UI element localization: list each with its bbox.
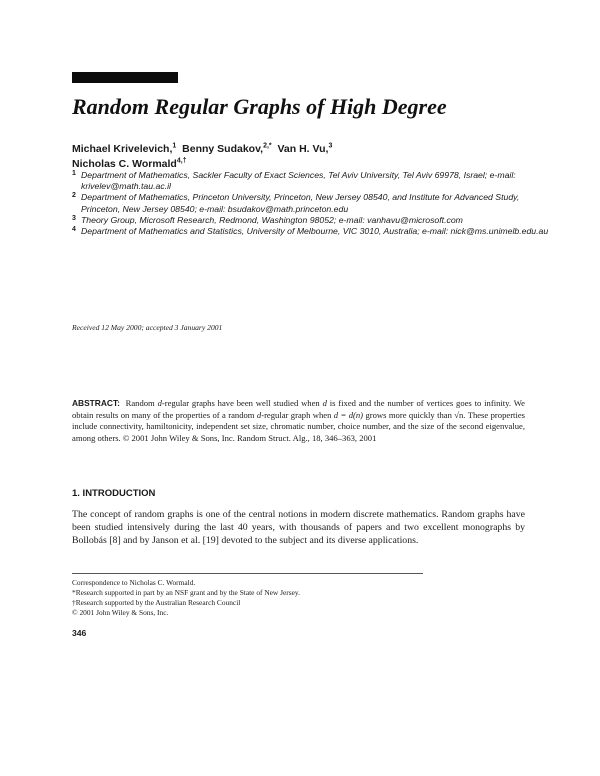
- section-heading: 1. INTRODUCTION: [72, 488, 156, 499]
- abstract-math: d = d(n): [333, 409, 364, 420]
- abstract: [72, 398, 525, 444]
- author-mark: 4,†: [176, 157, 187, 165]
- abstract-text: -regular graph when: [261, 409, 332, 420]
- abstract-text: grows more quickly than √n. These properties include connectivity, hamiltonicity, independent set size, chromatic number, choice number, and the size of the second eigenvalue, among others. © 2001 John Wiley & Sons, Inc. Random Struct. Alg., 18, 346–363, 2001: [72, 409, 525, 443]
- footnote: Correspondence to Nicholas C. Wormald.: [72, 578, 196, 587]
- footnote: *Research supported in part by an NSF grant and by the State of New Jersey.: [72, 588, 300, 597]
- affiliation-text: Department of Mathematics and Statistics, University of Melbourne, VIC 3010, Australia; e-mail: nick@ms.unimelb.edu.au: [81, 226, 549, 237]
- paper-title: Random Regular Graphs of High Degree: [72, 94, 447, 119]
- affiliation: 3 Theory Group, Microsoft Research, Redmond, Washington 98052; e-mail: vanhavu@microsoft.com: [72, 214, 463, 225]
- abstract-math: d: [157, 398, 162, 408]
- page-number: 346: [72, 628, 87, 638]
- affiliation-text: Department of Mathematics, Princeton University, Princeton, New Jersey 08540, and Institute for Advanced Study, Princeton, New Jersey 08540; e-mail: bsudakov@math.princeton.edu: [81, 192, 520, 214]
- affiliation: 1 Department of Mathematics, Sackler Faculty of Exact Sciences, Tel Aviv University, Tel Aviv 69978, Israel; e-mail: krivelev@math.tau.ac.il: [72, 170, 516, 192]
- author-name: Michael Krivelevich,: [72, 143, 173, 155]
- footnote-rule: [72, 573, 423, 574]
- affiliation-list: [72, 170, 552, 237]
- author-list: [72, 142, 532, 172]
- abstract-math: d: [322, 398, 327, 408]
- author-mark: 1: [172, 142, 177, 150]
- header-bar: [72, 72, 178, 83]
- affiliation: 4 Department of Mathematics and Statistics, University of Melbourne, VIC 3010, Australia; e-mail: nick@ms.unimelb.edu.au: [72, 226, 549, 237]
- abstract-text: -regular graphs have been well studied when: [161, 398, 320, 408]
- affiliation-text: Department of Mathematics, Sackler Faculty of Exact Sciences, Tel Aviv University, Tel Aviv 69978, Israel; e-mail: krivelev@math.tau.ac.il: [81, 170, 516, 192]
- abstract-math: d: [256, 409, 262, 420]
- author-name: Van H. Vu,: [277, 143, 329, 155]
- author-name: Benny Sudakov,: [182, 143, 264, 155]
- footnote: †Research supported by the Australian Research Council: [72, 598, 241, 607]
- intro-paragraph: The concept of random graphs is one of the central notions in modern discrete mathematics. Random graphs have been studied intensively during the last 40 years, with thousands of papers and two excellent monographs by Bollobás [8] and by Janson et al. [19] devoted to the subject and its diverse applications.: [72, 509, 525, 546]
- footnote: © 2001 John Wiley & Sons, Inc.: [72, 608, 169, 617]
- footnotes: [72, 578, 525, 618]
- affiliation-text: Theory Group, Microsoft Research, Redmond, Washington 98052; e-mail: vanhavu@microsoft.com: [81, 214, 463, 225]
- affiliation: 2 Department of Mathematics, Princeton University, Princeton, New Jersey 08540, and Institute for Advanced Study, Princeton, New Jersey 08540; e-mail: bsudakov@math.princeton.edu: [72, 192, 520, 214]
- abstract-text: is fixed and the number of vertices goes to infinity. We obtain results on many of the properties of a random: [72, 398, 525, 420]
- author-name: Nicholas C. Wormald: [72, 158, 177, 170]
- author-mark: 3: [328, 142, 333, 150]
- abstract-label: ABSTRACT:: [72, 398, 120, 408]
- abstract-text: Random: [125, 398, 155, 408]
- received-dates: Received 12 May 2000; accepted 3 January 2001: [72, 323, 223, 332]
- author-mark: 2,*: [263, 142, 272, 150]
